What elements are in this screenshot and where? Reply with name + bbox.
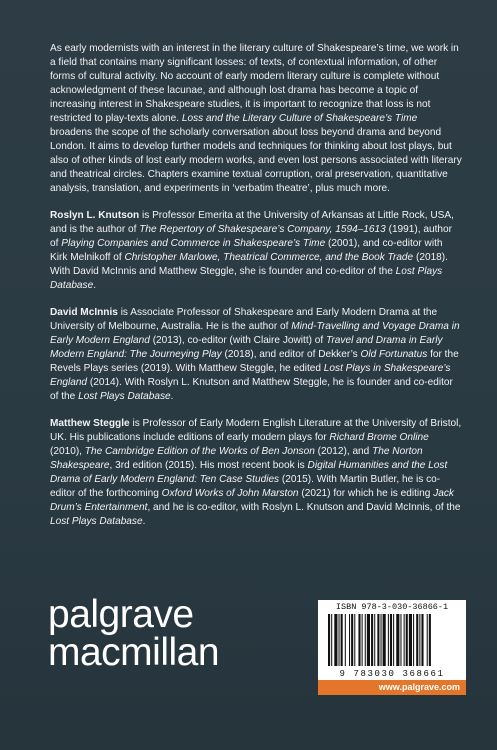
barcode-bar	[419, 614, 420, 666]
publisher-logo	[48, 593, 220, 674]
barcode-bar	[374, 614, 375, 666]
barcode-box	[318, 600, 466, 680]
barcode-bar	[354, 614, 355, 666]
logo-line-macmillan: macmillan	[48, 631, 220, 674]
barcode-bar	[400, 614, 401, 666]
barcode-bar	[416, 614, 418, 666]
barcode-bar	[393, 614, 394, 666]
barcode-bar	[339, 614, 340, 666]
bio-mcinnis: David McInnis is Associate Professor of Shakespeare and Early Modern Drama at the University of Melbourne, Australia. He is the author of Mind-Travelling and Voyage Drama in Early Modern England (2013), co-editor (with Claire Jowitt) of Travel and Drama in Early Modern England: The Journeying Play (2018), and editor of Dekker’s Old Fortunatus for the Revels Plays series (2019). With Matthew Steggle, he edited Lost Plays in Shakespeare’s England (2014). With Roslyn L. Knutson and Matthew Steggle, he is founder and co-editor of the Lost Plays Database.	[50, 307, 460, 402]
barcode-bar	[341, 614, 343, 666]
barcode-bar	[331, 614, 332, 666]
barcode-icon	[328, 614, 456, 666]
isbn-label: ISBN 978-3-030-36866-1	[335, 602, 449, 612]
author-name: Matthew Steggle	[50, 418, 130, 429]
barcode-bar	[381, 614, 382, 666]
barcode-bar	[404, 614, 405, 666]
barcode-bar	[377, 614, 379, 666]
barcode-bar	[409, 614, 412, 666]
bio-knutson: Roslyn L. Knutson is Professor Emerita at the University of Arkansas at Little Rock, USA, and is the author of The Repertory of Shakespeare’s Company, 1594–1613 (1991), author of Playing Companies and Commerce in Shakespeare’s Time (2001), and co-editor with Kirk Melnikoff of Christopher Marlowe, Theatrical Commerce, and the Book Trade (2018). With David McInnis and Matthew Steggle, she is founder and co-editor of the Lost Plays Database.	[50, 210, 454, 291]
barcode-bar	[365, 614, 366, 666]
barcode-bar	[371, 614, 373, 666]
barcode-bar	[429, 614, 431, 666]
book-title: Loss and the Literary Culture of Shakespeare’s Time	[181, 113, 418, 124]
barcode-bar	[362, 614, 363, 666]
barcode-bar	[396, 614, 399, 666]
publisher-url[interactable]: www.palgrave.com	[318, 680, 466, 695]
barcode-bar	[427, 614, 428, 666]
author-name: David McInnis	[50, 307, 118, 318]
barcode-bar	[358, 614, 360, 666]
blurb-text	[50, 42, 462, 542]
barcode-digits: 9 783030 368661	[339, 669, 445, 679]
barcode-bar	[349, 614, 350, 666]
bio-steggle: Matthew Steggle is Professor of Early Modern English Literature at the University of Bristol, UK. His publications include editions of early modern plays for Richard Brome Online (2010), The Cambridge Edition of the Works of Ben Jonson (2012), and The Norton Shakespeare, 3rd edition (2015). His most recent book is Digital Humanities and the Lost Drama of Early Modern England: Ten Case Studies (2015). With Martin Butler, he is co-editor of the forthcoming Oxford Works of John Marston (2021) for which he is editing Jack Drum’s Entertainment, and he is co-editor, with Roslyn L. Knutson and David McInnis, of the Lost Plays Database.	[50, 418, 462, 527]
barcode-bar	[351, 614, 353, 666]
barcode-bar	[328, 614, 330, 666]
logo-line-palgrave: palgrave	[48, 593, 194, 636]
barcode-bar	[406, 614, 408, 666]
barcode-bar	[383, 614, 386, 666]
barcode-bar	[390, 614, 392, 666]
barcode-bar	[334, 614, 337, 666]
barcode-bar	[413, 614, 414, 666]
barcode-bar	[421, 614, 423, 666]
barcode-bar	[345, 614, 346, 666]
barcode-bar	[388, 614, 389, 666]
intro-paragraph: As early modernists with an interest in the literary culture of Shakespeare’s time, we work in a field that contains many significant losses: of texts, of contextual information, of other forms of cultural activity. No account of early modern literary culture is complete without acknowledgment of these lacunae, and although lost drama has become a topic of increasing interest in Shakespeare studies, it is important to recognize that loss is not restricted to play-texts alone. Loss and the Literary Culture of Shakespeare’s Time broadens the scope of the scholarly conversation about loss beyond drama and beyond London. It aims to develop further models and techniques for thinking about lost plays, but also of other kinds of lost early modern works, and even lost persons associated with literary and theatrical circles. Chapters examine textual corruption, oral preservation, quantitative analysis, translation, and experiments in ‘verbatim theatre’, plus much more.	[50, 43, 462, 194]
author-name: Roslyn L. Knutson	[50, 210, 140, 221]
barcode-bar	[367, 614, 370, 666]
